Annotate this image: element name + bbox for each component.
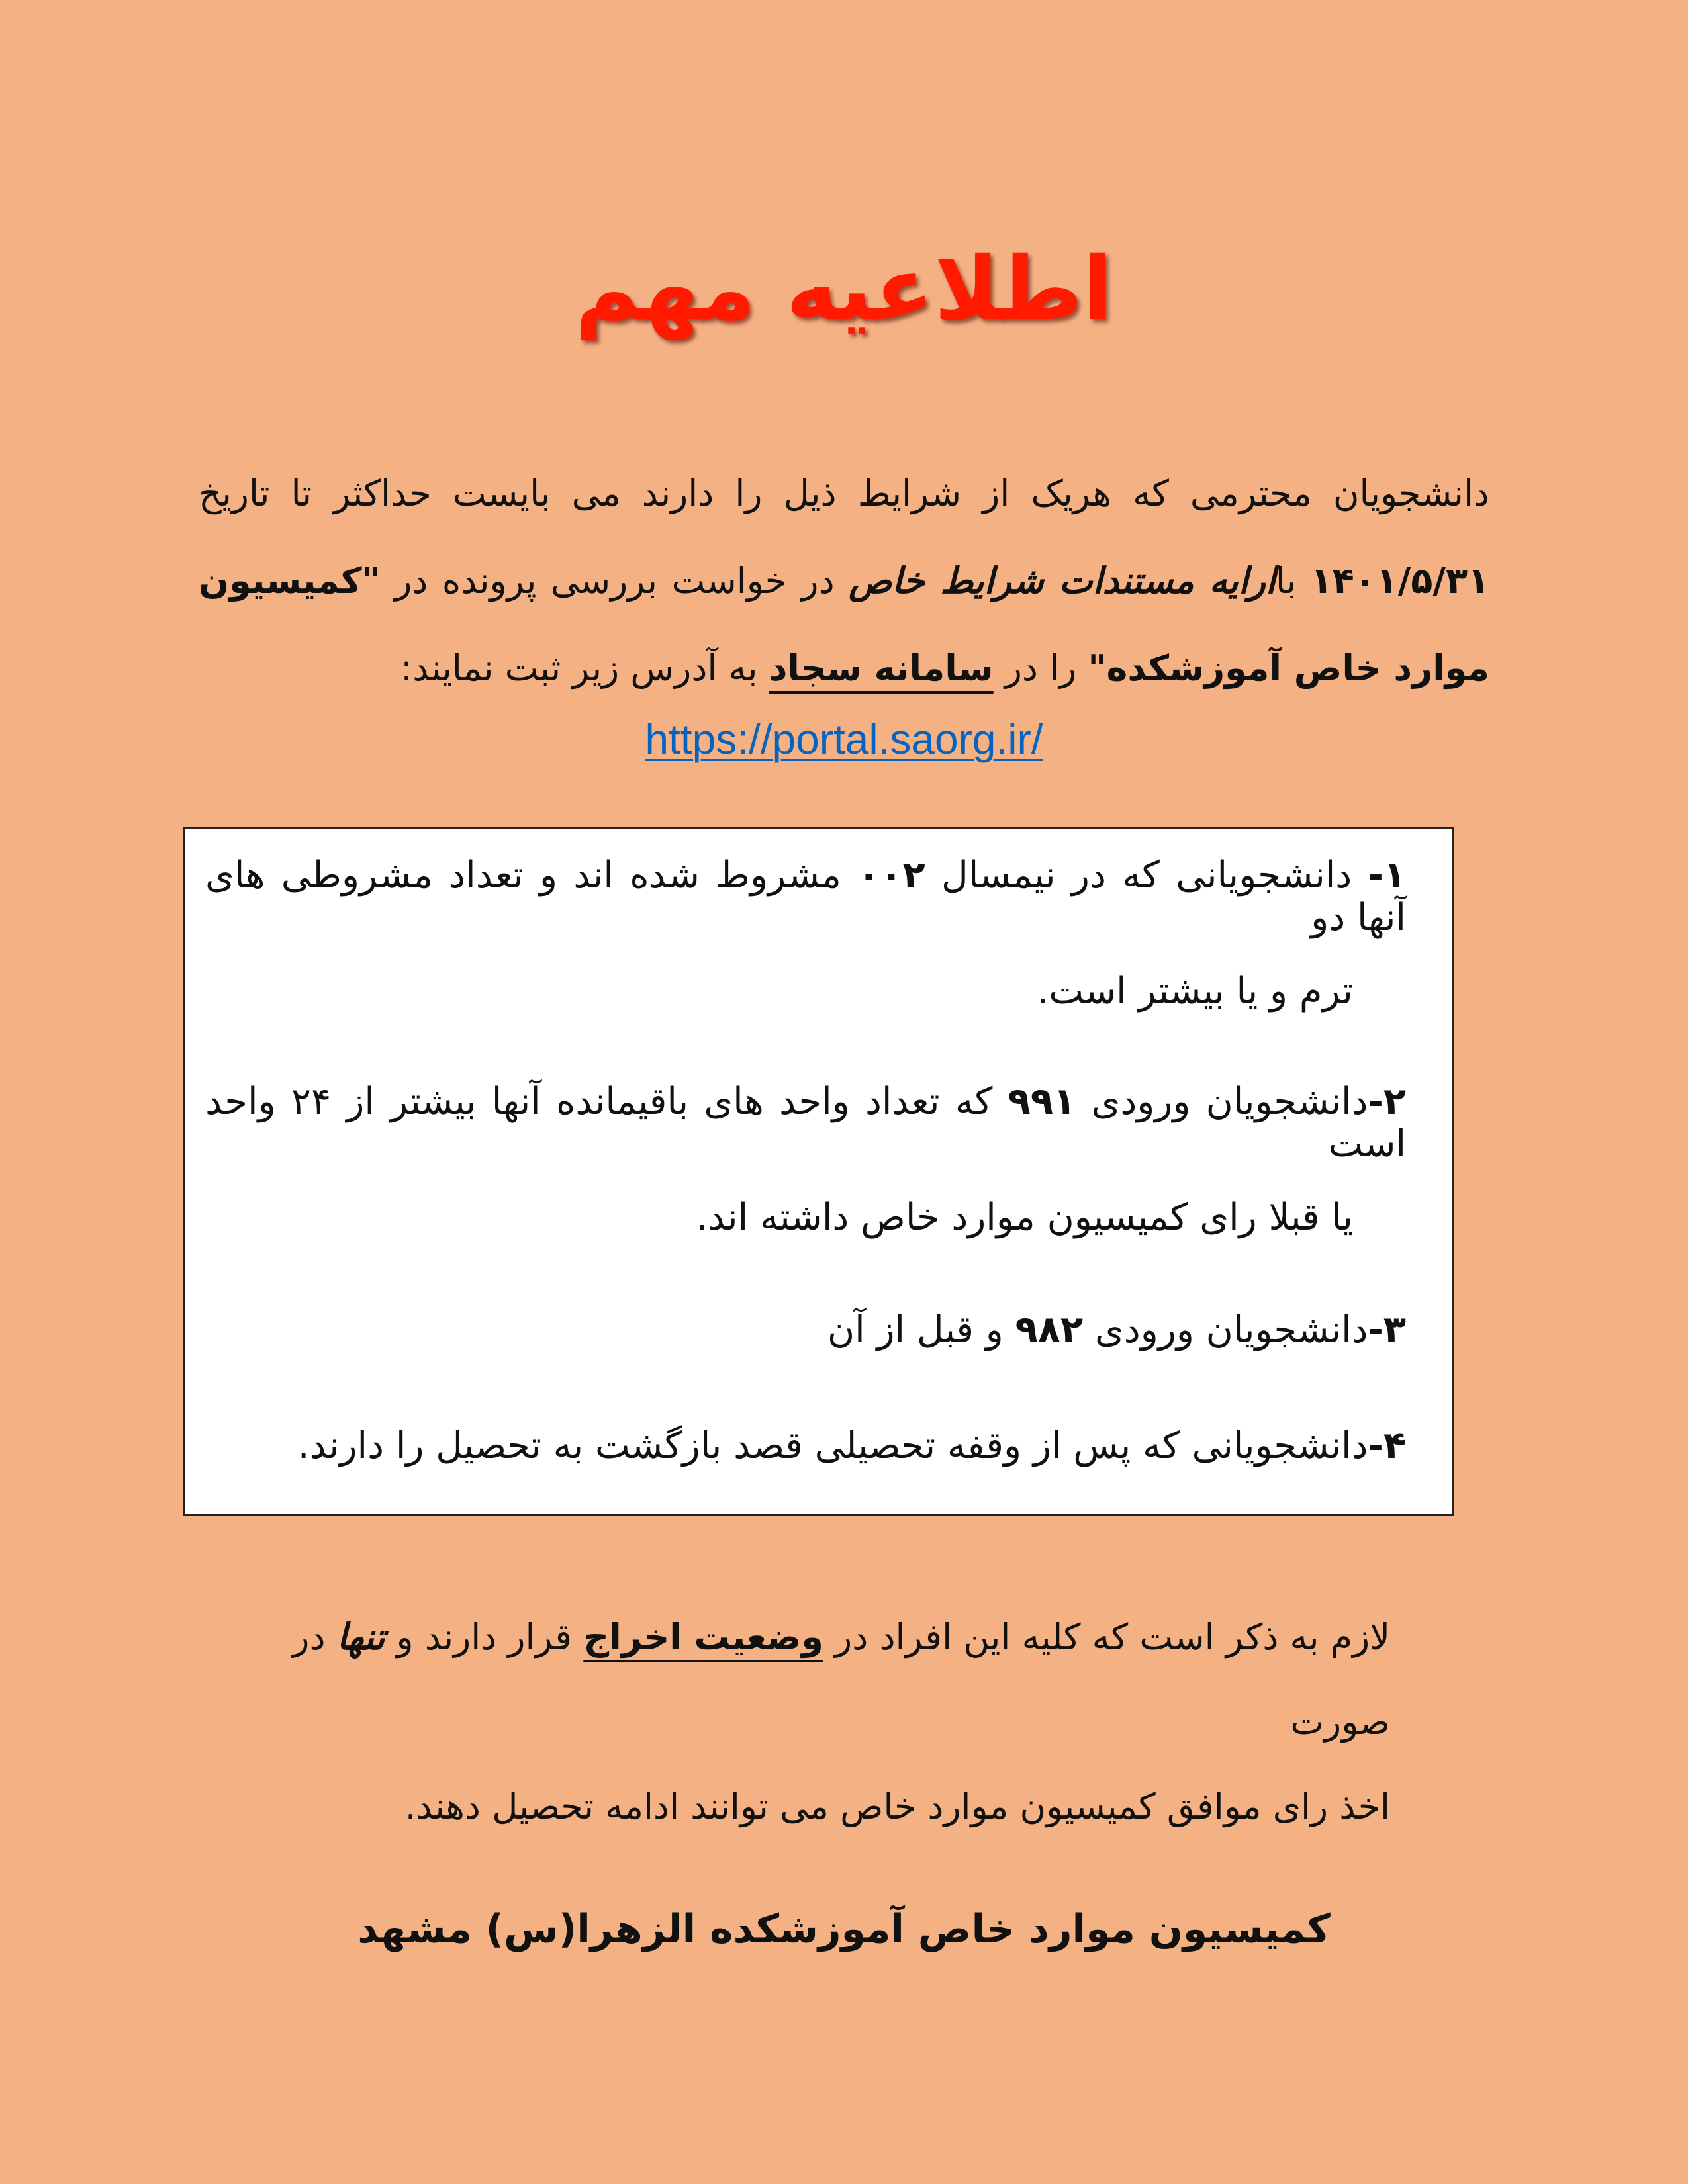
deadline-date: ۱۴۰۱/۵/۳۱ (1310, 560, 1489, 602)
intro-text-5: به آدرس زیر ثبت نمایند: (400, 647, 769, 689)
note-line-2: اخذ رای موافق کمیسیون موارد خاص می توانند ادامه تحصیل دهند. (404, 1786, 1390, 1827)
signature: کمیسیون موارد خاص آموزشکده الزهرا(س) مشهد (357, 1906, 1331, 1952)
condition-item-4 (205, 1425, 1406, 1467)
expulsion-status: وضعیت اخراج (583, 1616, 823, 1658)
condition-text: دانشجویانی که پس از وقفه تحصیلی قصد بازگشت به تحصیل را دارند. (297, 1424, 1368, 1467)
note-text: لازم به ذکر است که کلیه این افراد در (823, 1616, 1390, 1658)
condition-text: دانشجویان ورودی (1083, 1308, 1368, 1351)
condition-number: ۲- (1368, 1080, 1406, 1123)
condition-bold: ۹۹۱ (1008, 1080, 1076, 1123)
commission-name: "کمیسیون موارد خاص آموزشکده" (199, 560, 1489, 689)
condition-text: دانشجویانی که در نیمسال (925, 854, 1368, 897)
note-text: قرار دارند و (385, 1616, 584, 1658)
condition-number: ۳- (1368, 1308, 1406, 1351)
sajad-system: سامانه سجاد (769, 647, 994, 689)
condition-item-3 (205, 1309, 1406, 1351)
page-title: اطلاعیه مهم (575, 238, 1113, 340)
intro-paragraph (199, 450, 1489, 712)
condition-bold: ۰۰۲ (857, 854, 925, 897)
condition-text: مشروط شده اند و تعداد مشروطی های آنها دو (205, 854, 1406, 939)
intro-text-2: با (1275, 560, 1311, 602)
condition-item-1 (205, 854, 1406, 1013)
condition-text: دانشجویان ورودی (1076, 1080, 1368, 1123)
condition-continuation: یا قبلا رای کمیسیون موارد خاص داشته اند. (696, 1196, 1353, 1239)
intro-text-4: را در (993, 647, 1088, 689)
condition-text: و قبل از آن (827, 1308, 1015, 1351)
condition-item-2 (205, 1080, 1406, 1239)
condition-number: ۴- (1368, 1424, 1406, 1467)
warning-note (199, 1595, 1390, 1849)
portal-link[interactable]: https://portal.saorg.ir/ (645, 715, 1043, 763)
intro-text-1: دانشجویان محترمی که هریک از شرایط ذیل را دارند می بایست حداکثر تا تاریخ (199, 473, 1489, 514)
condition-continuation: ترم و یا بیشتر است. (1037, 970, 1353, 1013)
documents-emphasis: ارایه مستندات شرایط خاص (849, 560, 1276, 602)
condition-number: ۱- (1368, 854, 1406, 897)
condition-text: که تعداد واحد های باقیمانده آنها بیشتر از ۲۴ واحد است (205, 1080, 1406, 1165)
only-emphasis: تنها (336, 1616, 385, 1658)
conditions-box (183, 827, 1454, 1516)
condition-bold: ۹۸۲ (1015, 1308, 1084, 1351)
intro-text-3: در خواست بررسی پرونده در (380, 560, 849, 602)
note-text: در صورت (292, 1616, 1390, 1743)
